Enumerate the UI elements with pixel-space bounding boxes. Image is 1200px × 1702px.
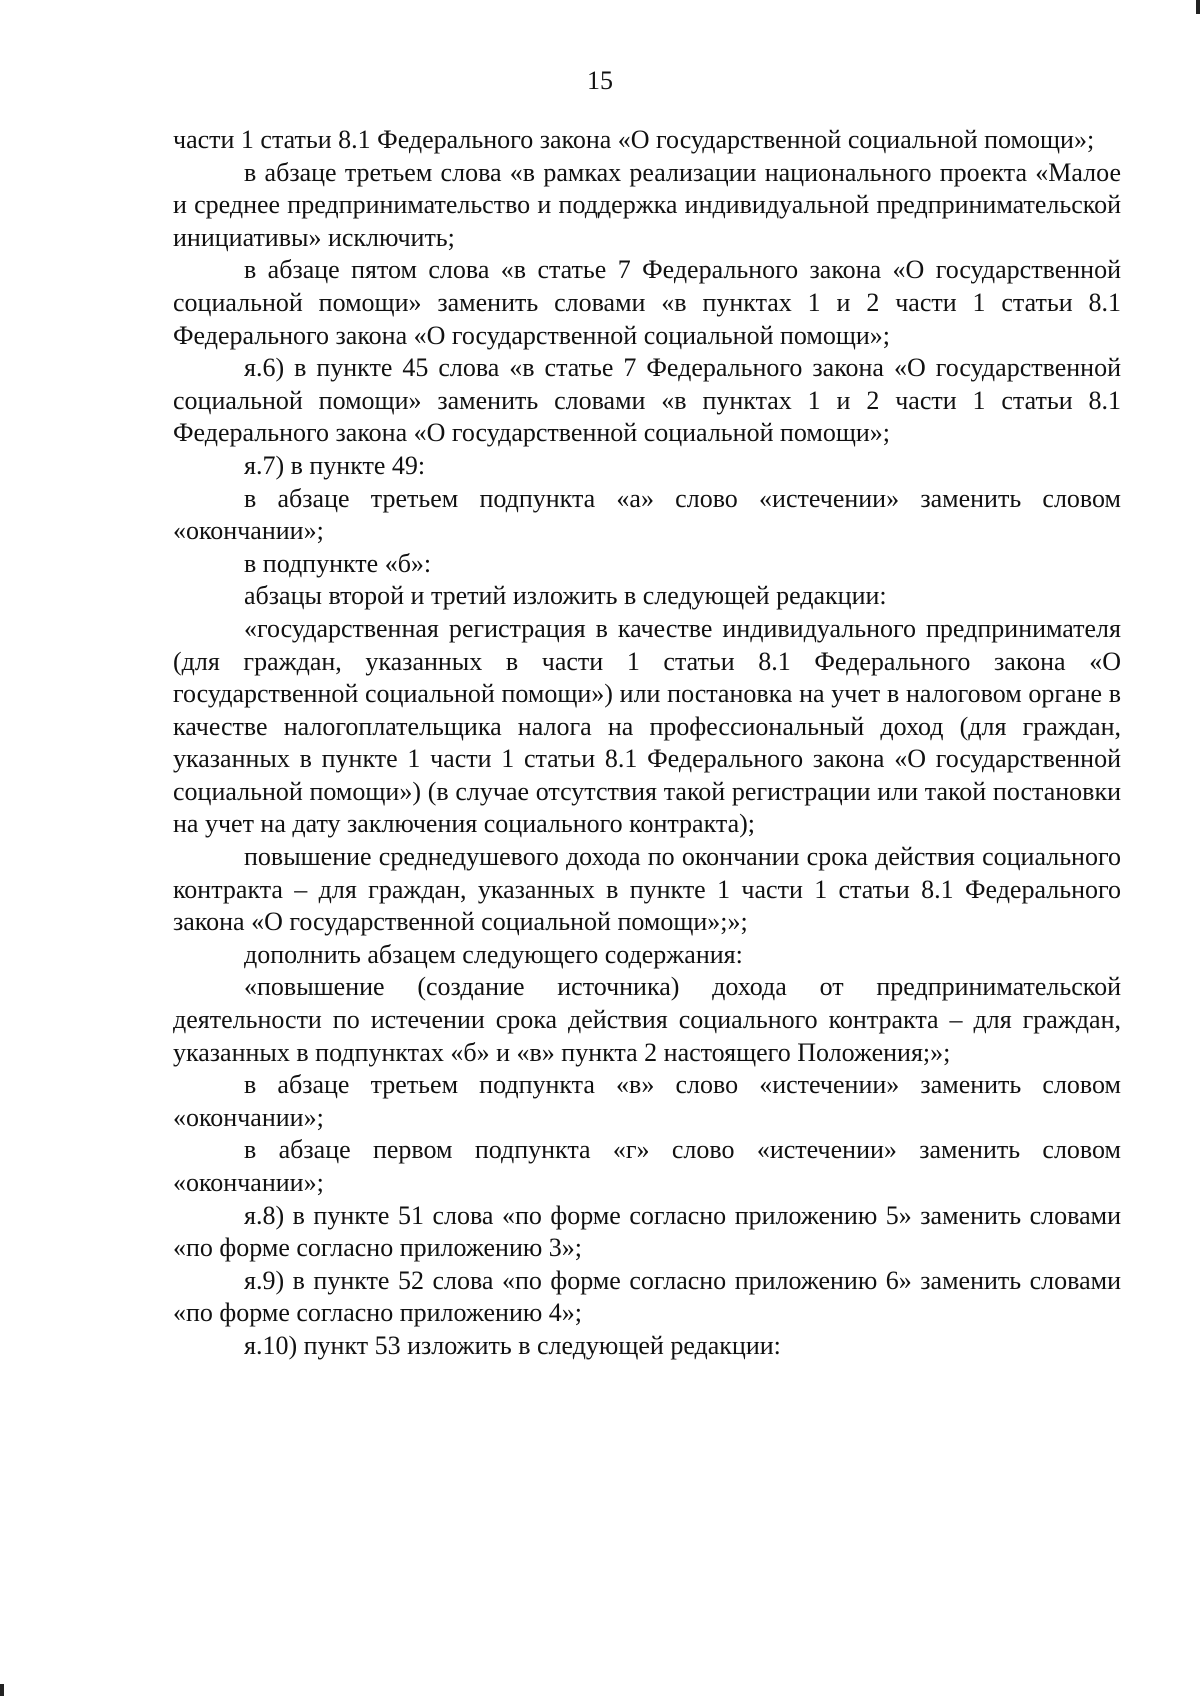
paragraph: в подпункте «б»: [244,548,432,578]
paragraph: в абзаце пятом слова «в статье 7 Федерального закона «О государственной социальной помощи» заменить словами «в пунктах 1 и 2 части 1 статьи 8.1 Федерального закона «О государственной социальной помощи»; [173,255,1121,350]
paragraph: части 1 статьи 8.1 Федерального закона «О государственной социальной помощи»; [173,125,1095,154]
document-body [173,124,1121,1363]
page-number: 15 [587,66,613,95]
scan-edge-mark [0,1684,4,1696]
paragraph: в абзаце третьем подпункта «в» слово «истечении» заменить словом «окончании»; [173,1070,1121,1132]
scan-edge-mark [1196,0,1200,14]
paragraph: я.8) в пункте 51 слова «по форме согласно приложению 5» заменить словами «по форме согласно приложению 3»; [173,1200,1121,1263]
paragraph: «государственная регистрация в качестве индивидуального предпринимателя (для граждан, указанных в части 1 статьи 8.1 Федерального закона «О государственной социальной помощи») или постановка на учет в налоговом органе в качестве налогоплательщика налога на профессиональный доход (для граждан, указанных в пункте 1 части 1 статьи 8.1 Федерального закона «О государственной социальной помощи») (в случае отсутствия такой регистрации или такой постановки на учет на дату заключения социального контракта); [173,613,1121,839]
paragraph: абзацы второй и третий изложить в следующей редакции: [244,581,887,611]
paragraph: «повышение (создание источника) дохода от предпринимательской деятельности по истечении срока действия социального контракта – для граждан, указанных в подпунктах «б» и «в» пункта 2 настоящего Положения;»; [173,972,1121,1067]
paragraph: в абзаце третьем подпункта «а» слово «истечении» заменить словом «окончании»; [173,483,1121,546]
paragraph: я.9) в пункте 52 слова «по форме согласно приложению 6» заменить словами «по форме согласно приложению 4»; [173,1265,1121,1328]
paragraph: я.10) пункт 53 изложить в следующей редакции: [244,1330,781,1360]
paragraph: в абзаце третьем слова «в рамках реализации национального проекта «Малое и среднее предпринимательство и поддержка индивидуальной предпринимательской инициативы» исключить; [173,157,1121,252]
paragraph: повышение среднедушевого дохода по окончании срока действия социального контракта – для граждан, указанных в пункте 1 части 1 статьи 8.1 Федерального закона «О государственной социальной помощи»;»; [173,842,1121,937]
paragraph: в абзаце первом подпункта «г» слово «истечении» заменить словом «окончании»; [173,1135,1121,1197]
paragraph: дополнить абзацем следующего содержания: [244,939,743,969]
paragraph: я.7) в пункте 49: [244,450,426,480]
paragraph: я.6) в пункте 45 слова «в статье 7 Федерального закона «О государственной социальной помощи» заменить словами «в пунктах 1 и 2 части 1 статьи 8.1 Федерального закона «О государственной социальной помощи»; [173,353,1121,448]
